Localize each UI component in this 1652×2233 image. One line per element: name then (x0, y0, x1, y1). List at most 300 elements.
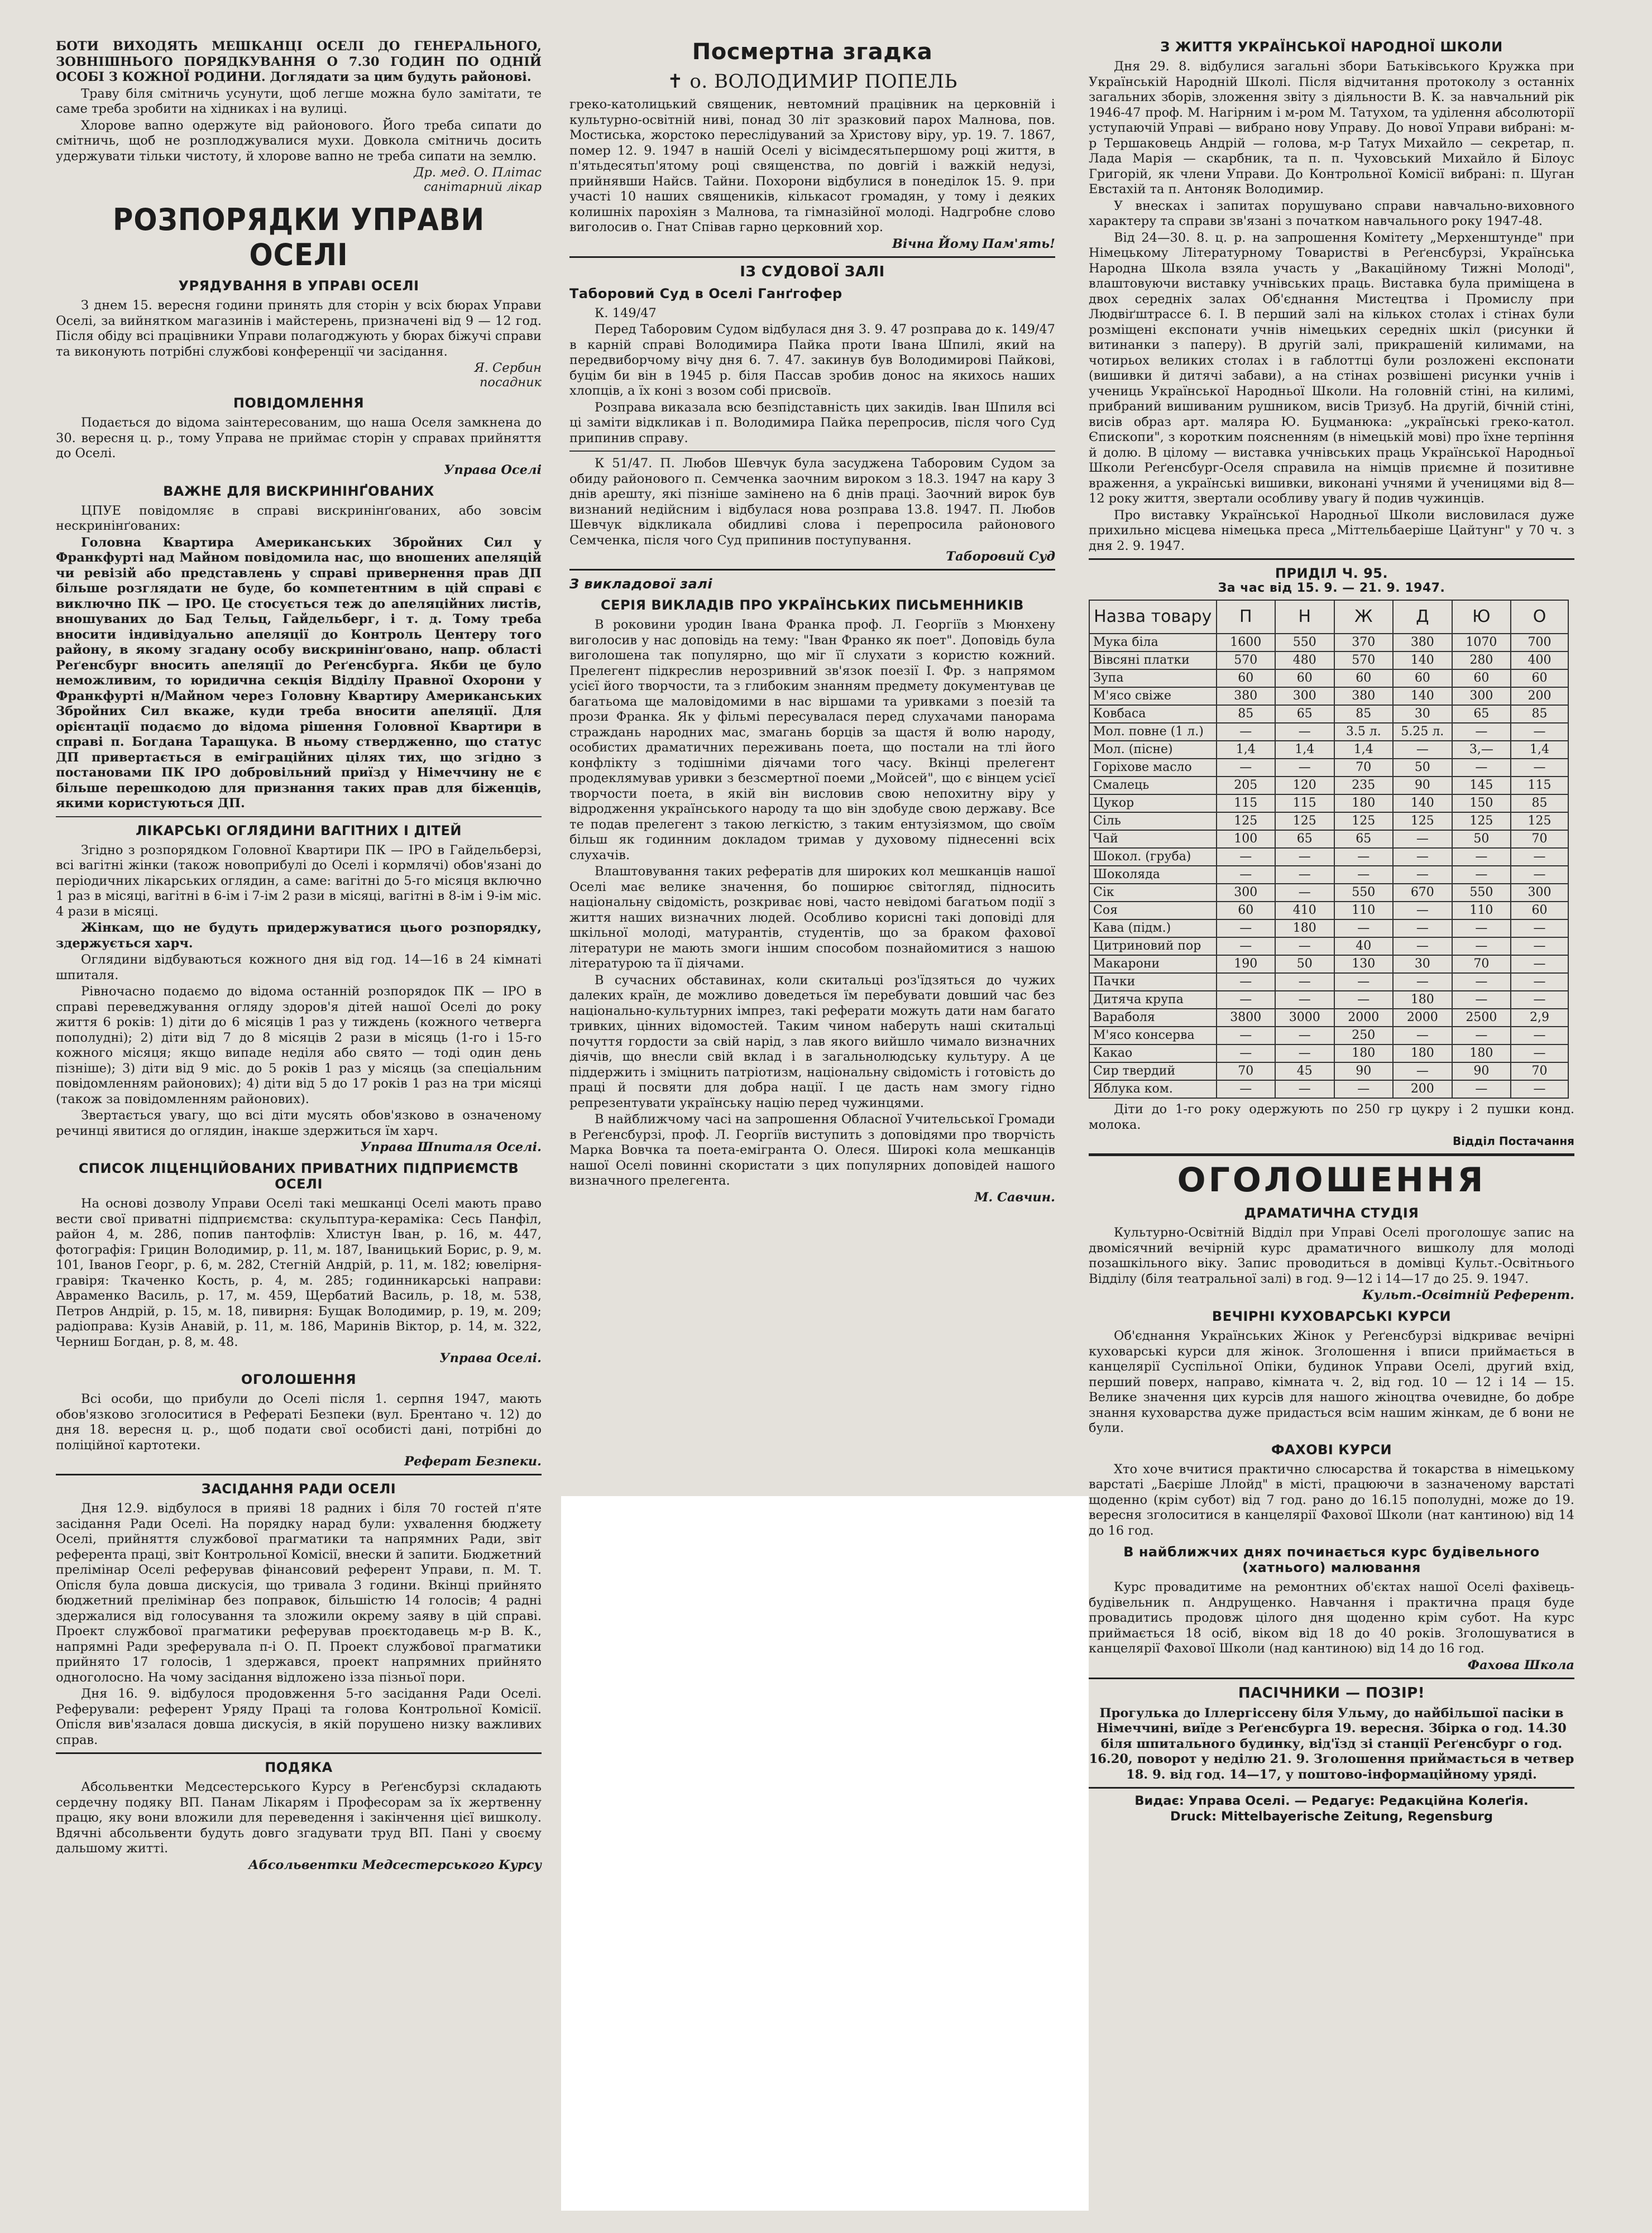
quantity-cell: 50 (1275, 955, 1334, 973)
quantity-cell: 5.25 л. (1393, 723, 1452, 741)
ration-row (1089, 866, 1568, 884)
quantity-cell: 65 (1334, 830, 1394, 848)
article-body: греко-католицький священик, невтомний працівник на церковній і культурно-освітній ниві, понад 30 літ зразковий парох Малнова, пов. Мостиська, жорстоко переслідуваний за Христову віру, ур. 19. 7. 1867, помер 12. 9. 1947 в нашій Оселі у вісімдесятьпершому році життя, в п'ятьдесятьп'ятому році священства, по довгій і важкій недузі, прийнявши Найсв. Тайни. Похорони відбулися в понеділок 15. 9. при участі 10 наших священиків, кількасот громадян, у тому і деяких колишніх парохіян з Малнова, та гімназійної молоді. Надгробне слово виголосив о. Гнат Співав гарно церковний хор. (569, 97, 1055, 234)
article-heading: СПИСОК ЛІЦЕНЦІЙОВАНИХ ПРИВАТНИХ ПІДПРИЄМСТВ ОСЕЛІ (78, 1161, 519, 1192)
quantity-cell: 180 (1393, 1044, 1452, 1062)
quantity-cell: — (1217, 723, 1276, 741)
column-header: П (1217, 600, 1276, 634)
quantity-cell: — (1334, 991, 1394, 1009)
article-heading: ВЕЧІРНІ КУХОВАРСЬКІ КУРСИ (1212, 1309, 1452, 1324)
article-body: Звертається увагу, що всі діти мусять обов'язково в означеному речинці явитися до оглядин, інакше здержиться їм харч. (56, 1108, 542, 1138)
quantity-cell: 60 (1334, 669, 1394, 687)
quantity-cell: — (1275, 973, 1334, 991)
article-body: Дня 12.9. відбулося в приявi 18 радних і біля 70 гостей п'яте засідання Ради Оселі. На порядку нарад були: ухвалення бюджету Оселі, прийняття службової прагматики та напрямних Ради, звіт референта праці, звіт Контрольної Комісії, внески й запити. Бюджетний прелімінар Оселі реферував фінансовий референт Управи, п. М. Т. Опісля була довша дискусія, що тривала 3 години. Вкінці прийнято бюджетний прелімінар без поправок, більшістю 14 голосів; 4 радні здержалися від голосування та зложили окрему заяву в цій справі. Проект службової прагматики реферував проєктодавець м-р В. К., напрямні Ради зреферувала п-і О. П. Проект службової прагматики прийнято 17 голосів, 1 здержався, проект напрямних прийнято одноголосно. На чому засідання відложено ізза пізньої пори. (56, 1501, 542, 1685)
ration-row (1089, 812, 1568, 830)
quantity-cell: 70 (1511, 830, 1568, 848)
quantity-cell: — (1393, 973, 1452, 991)
ration-row (1089, 955, 1568, 973)
quantity-cell: 65 (1275, 830, 1334, 848)
quantity-cell: — (1275, 848, 1334, 866)
column-header: Н (1275, 600, 1334, 634)
quantity-cell: 570 (1334, 651, 1394, 669)
quantity-cell: 190 (1217, 955, 1276, 973)
signature: Таборовий Суд (946, 549, 1055, 564)
quantity-cell: 400 (1511, 651, 1568, 669)
article-heading: В найближчих днях починається курс будівельного (хатнього) малювання (1123, 1544, 1540, 1575)
quantity-cell: 3800 (1217, 1009, 1276, 1027)
article-heading: СЕРІЯ ВИКЛАДІВ ПРО УКРАЇНСЬКИХ ПИСЬМЕННИКІВ (601, 597, 1024, 613)
quantity-cell: 250 (1334, 1027, 1394, 1044)
column-middle (569, 39, 1055, 1207)
quantity-cell: 115 (1511, 777, 1568, 794)
ration-table (1089, 600, 1569, 1099)
quantity-cell: 300 (1275, 687, 1334, 705)
item-name-cell: Цитриновий пор (1089, 937, 1217, 955)
quantity-cell: 85 (1217, 705, 1276, 723)
article-body: Прогулька до Іллергіссену біля Ульму, до найбільшої пасіки в Німеччині, виїде з Реґенсбурга 19. вересня. Збірка о год. 14.30 біля шпитального будинку, від'їзд зі станції Реґенсбург о год. 16.20, поворот у неділю 21. 9. Зголошення приймається в четвер 18. 9. від год. 14—17, у поштово-інформаційному уряді. (1089, 1705, 1574, 1782)
quantity-cell: 280 (1452, 651, 1511, 669)
quantity-cell: — (1275, 866, 1334, 884)
quantity-cell: — (1393, 866, 1452, 884)
quantity-cell: — (1511, 1027, 1568, 1044)
quantity-cell: 130 (1334, 955, 1394, 973)
article-heading: ВАЖНЕ ДЛЯ ВИСКРИНІНҐОВАНИХ (163, 483, 434, 499)
quantity-cell: — (1511, 848, 1568, 866)
item-name-cell: Макарони (1089, 955, 1217, 973)
quantity-cell: 120 (1275, 777, 1334, 794)
quantity-cell: 30 (1393, 955, 1452, 973)
article-subheading: Таборовий Суд в Оселі Ганґгофер (569, 285, 842, 301)
article-body: З днем 15. вересня години принять для сторін у всіх бюрах Управи Оселі, за вийнятком магазинів і майстерень, призначені від 9 — 12 год. Після обіду всі працівники Управи полагоджують у бюрах біжучі справи та виконують потрібні службові конференції чи засідання. (56, 298, 542, 359)
quantity-cell: — (1511, 723, 1568, 741)
quantity-cell: 125 (1217, 812, 1276, 830)
quantity-cell: 370 (1334, 634, 1394, 651)
quantity-cell: 550 (1452, 884, 1511, 902)
quantity-cell: 90 (1393, 777, 1452, 794)
quantity-cell: — (1334, 973, 1394, 991)
item-name-cell: Шоколяда (1089, 866, 1217, 884)
quantity-cell: — (1275, 1027, 1334, 1044)
ration-row (1089, 794, 1568, 812)
article-body: Дня 29. 8. відбулися загальні збори Батьківського Кружка при Українській Народній Школі. Після відчитання протоколу з останніх загальних зборів, зложення звіту з діяльности В. К. за навчальний рік 1946-47 проф. М. Нагірним і м-ром М. Татухом, та уділення абсолюторії уступаючій Управі — вибрано нову Управу. До нової Управи вибрані: м-р Тершаковець Андрій — голова, м-р Татух Михайло — секретар, п. Лада Марія — скарбник, та п. п. Чуховський Михайло й Білоус Григорій, як члени Управи. До Контрольної Комісії вибрані: п. Шуган Евстахій та п. Антоняк Володимир. (1089, 59, 1574, 197)
section-title: РОЗПОРЯДКИ УПРАВИ ОСЕЛІ (113, 202, 485, 272)
quantity-cell: 1,4 (1275, 741, 1334, 759)
ration-row (1089, 634, 1568, 651)
item-name-cell: Смалець (1089, 777, 1217, 794)
item-name-cell: Горіхове масло (1089, 759, 1217, 777)
quantity-cell: — (1275, 723, 1334, 741)
quantity-cell: 300 (1452, 687, 1511, 705)
column-left (56, 39, 542, 1875)
quantity-cell: 90 (1452, 1062, 1511, 1080)
column-right (1089, 39, 1574, 1824)
article-body: Культурно-Освітній Відділ при Управі Оселі проголошує запис на двомісячний вечірній курс драматичного вишколу для молоді позашкільного віку. Запис проводиться в домівці Культ.-Освітнього Відділу (біля театральної залі) в год. 9—12 і 14—17 до 25. 9. 1947. (1089, 1225, 1574, 1286)
ration-row (1089, 919, 1568, 937)
item-name-cell: Вараболя (1089, 1009, 1217, 1027)
quantity-cell: — (1275, 884, 1334, 902)
quantity-cell: 70 (1334, 759, 1394, 777)
item-name-cell: Зупа (1089, 669, 1217, 687)
quantity-cell: 200 (1393, 1080, 1452, 1098)
article-body: Жінкам, що не будуть придержуватися цього розпорядку, здержується харч. (56, 921, 542, 951)
quantity-cell: 3.5 л. (1334, 723, 1394, 741)
ration-row (1089, 1027, 1568, 1044)
quantity-cell: — (1511, 991, 1568, 1009)
quantity-cell: 40 (1334, 937, 1394, 955)
quantity-cell: 115 (1217, 794, 1276, 812)
article-body: Дня 16. 9. відбулося продовження 5-го засідання Ради Оселі. Реферували: референт Уряду Праці та голова Контрольної Комісії. Опісля вив'язалася довша дискусія, в якій порушено низку важливих справ. (56, 1686, 542, 1747)
quantity-cell: 85 (1334, 705, 1394, 723)
quantity-cell: 60 (1217, 902, 1276, 919)
quantity-cell: 180 (1334, 1044, 1394, 1062)
quantity-cell: — (1511, 759, 1568, 777)
article-body: Абсольвентки Медсестерського Курсу в Реґенсбурзі складають сердечну подяку ВП. Панам Лікарям і Професорам за їх жертвенну працю, яку вони вложили для переведення і закінчення цієї вишколу. Вдячні абсольвенти будуть довго згадувати труд ВП. Пані у своєму дальшому житті. (56, 1780, 542, 1856)
quantity-cell: 100 (1217, 830, 1276, 848)
quantity-cell: 125 (1275, 812, 1334, 830)
ration-row (1089, 902, 1568, 919)
quantity-cell: — (1511, 973, 1568, 991)
imprint-printer: Druck: Mittelbayerische Zeitung, Regensburg (1170, 1809, 1493, 1824)
column-header: Ю (1452, 600, 1511, 634)
quantity-cell: 2000 (1393, 1009, 1452, 1027)
rubric-heading: З викладової залі (569, 576, 713, 592)
intro-paragraph: БОТИ ВИХОДЯТЬ МЕШКАНЦІ ОСЕЛІ ДО ГЕНЕРАЛЬНОГО, ЗОВНІШНЬОГО ПОРЯДКУВАННЯ О 7.30 ГОДИН ПО ОДНІЙ ОСОБІ З КОЖНОЇ РОДИНИ. Доглядати за цим будуть районові. (56, 39, 542, 84)
article-body: Оглядини вiдбуваються кожного дня від год. 14—16 в 24 кімнаті шпиталя. (56, 952, 542, 983)
signature: М. Савчин. (974, 1190, 1055, 1205)
quantity-cell: — (1275, 937, 1334, 955)
quantity-cell: — (1275, 1080, 1334, 1098)
ration-period: За час від 15. 9. — 21. 9. 1947. (1218, 581, 1445, 595)
ration-row (1089, 1080, 1568, 1098)
article-body: Курс провадитиме на ремонтних об'єктах нашої Оселі фахівець-будівельник п. Андрущенко. Навчання і практична праця буде провадитись продовж цілого дня щоденно крім субот. На курс приймається 18 осіб, віком від 18 до 40 років. Зголошуватися в канцелярії Фахової Школи (над кантиною) від 14 до 16 год. (1089, 1580, 1574, 1656)
quantity-cell: — (1393, 902, 1452, 919)
quantity-cell: 45 (1275, 1062, 1334, 1080)
article-body: В найближчому часі на запрошення Обласної Учительської Громади в Реґенсбурзі, проф. Л. Георгіїв виступить з доповідями про творчість Марка Вовчка та поета-емігранта О. Олеся. Широкі кола мешканців нашої Оселі повинні скористати з цих популярних доповідей нашого визначного прелегента. (569, 1112, 1055, 1188)
divider (1089, 1787, 1574, 1789)
obituary-name: ✝ о. ВОЛОДИМИР ПОПЕЛЬ (667, 70, 957, 93)
quantity-cell: — (1393, 741, 1452, 759)
quantity-cell: 70 (1217, 1062, 1276, 1080)
article-heading: ЗАСІДАННЯ РАДИ ОСЕЛІ (201, 1481, 396, 1497)
article-body: ЦПУЕ повідомляє в справі вискринінґованих, або зовсім нескринінґованих: (56, 503, 542, 533)
article-heading: ПАСІЧНИКИ — ПОЗІР! (1238, 1684, 1425, 1702)
quantity-cell: — (1511, 937, 1568, 955)
ration-row (1089, 884, 1568, 902)
article-body: В сучасних обставинах, коли скитальці роз'їдзяться до чужих далеких країн, де можливо доведеться їм перебувати довший час без національно-культурних імпрез, такі реферати можуть дати нам багато тривких, цінних відомостей. Таким чином наберуть наші скитальці почуття гордости за свій нарід, з лав якого вийшло чимало визначних діячів, що внесли свій вклад і в загальнолюдську культуру. А це піддержить і зміцнить патріотизм, національну свідомість і готовість до праці й посвяти для добра нації. І це дасть нам змогу гідно репрезентувати українську націю перед чужинцями. (569, 972, 1055, 1110)
quantity-cell: — (1275, 991, 1334, 1009)
quantity-cell: 550 (1275, 634, 1334, 651)
quantity-cell: 115 (1275, 794, 1334, 812)
item-name-cell: Ковбаса (1089, 705, 1217, 723)
quantity-cell: 85 (1511, 705, 1568, 723)
signature: Відділ Постачання (1453, 1134, 1574, 1148)
quantity-cell: — (1217, 1044, 1276, 1062)
ration-row (1089, 741, 1568, 759)
quantity-cell: — (1334, 866, 1394, 884)
quantity-cell: — (1217, 1080, 1276, 1098)
signature: Абсольвентки Медсестерського Курсу (248, 1857, 542, 1872)
article-body: Об'єднання Українських Жінок у Реґенсбурзі відкриває вечірні куховарські курси для жінок. Зголошення і вписи приймається в канцелярії Суспільної Опіки, будинок Управи Оселі, другий вхід, перший поверх, направо, кімната ч. 2, від год. 10 — 12 і 14 — 15. Велике значення цих курсів для нашого жіноцтва очевидне, бо добре знання куховарства дуже придасться всім нашим жінкам, де б вони не були. (1089, 1329, 1574, 1435)
quantity-cell: — (1393, 1027, 1452, 1044)
divider (569, 569, 1055, 571)
quantity-cell: 60 (1511, 902, 1568, 919)
divider (56, 1474, 542, 1475)
quantity-cell: 30 (1393, 705, 1452, 723)
quantity-cell: — (1511, 955, 1568, 973)
quantity-cell: — (1217, 866, 1276, 884)
item-name-cell: Соя (1089, 902, 1217, 919)
article-body: У внесках і запитах порушувано справи навчально-виховного характеру та справи зв'язані з початком навчального року 1947-48. (1089, 198, 1574, 228)
quantity-cell: 140 (1393, 687, 1452, 705)
quantity-cell: 1,4 (1217, 741, 1276, 759)
item-name-cell: Пачки (1089, 973, 1217, 991)
quantity-cell: 2000 (1334, 1009, 1394, 1027)
ration-row (1089, 937, 1568, 955)
imprint-publisher: Видає: Управа Оселі. — Редагує: Редакційна Колеґія. (1134, 1794, 1529, 1808)
ration-table-header (1089, 600, 1568, 634)
quantity-cell: — (1217, 973, 1276, 991)
ration-row (1089, 777, 1568, 794)
quantity-cell: — (1452, 848, 1511, 866)
quantity-cell: — (1334, 919, 1394, 937)
quantity-cell: 70 (1452, 955, 1511, 973)
quantity-cell: 670 (1393, 884, 1452, 902)
signature: Др. мед. О. Плітас санітарний лікар (414, 165, 542, 194)
article-heading: ПОДЯКА (265, 1760, 333, 1775)
item-name-cell: Цукор (1089, 794, 1217, 812)
article-body: Влаштовування таких рефератів для широких кол мешканців нашої Оселі має велике значення, бо поширює світогляд, підносить національну свідомість, розкриває нові, часто невідомі багатьом події з життя наших визначних людей. Особливо корисні такі доповіді для шкільної молоді, матурантів, студентів, що за браком фахової літератури не мають змоги іншим способом познайомитися з нашою літературою та її діячами. (569, 864, 1055, 971)
quantity-cell: 90 (1334, 1062, 1394, 1080)
article-heading: ЛІКАРСЬКІ ОГЛЯДИНИ ВАГІТНИХ І ДІТЕЙ (136, 822, 462, 838)
quantity-cell: 200 (1511, 687, 1568, 705)
divider (569, 451, 1055, 452)
signature: Вічна Йому Пам'ять! (892, 236, 1055, 251)
quantity-cell: 3000 (1275, 1009, 1334, 1027)
quantity-cell: 125 (1393, 812, 1452, 830)
column-header: Назва товару (1089, 600, 1217, 634)
quantity-cell: — (1217, 919, 1276, 937)
quantity-cell: 700 (1511, 634, 1568, 651)
item-name-cell: Дитяча крупа (1089, 991, 1217, 1009)
quantity-cell: 65 (1452, 705, 1511, 723)
article-body: Перед Таборовим Судом відбулася дня 3. 9. 47 розправа до к. 149/47 в карній справі Володимира Пайка проти Івана Шпилі, який на передвиборчому вічу дня 6. 7. 47. закинув був Володимирові Пайкові, буцім би він в 1945 р. біля Пассав зробив донос на якихось наших хлопців, а їх коні з возом собі присвоїв. (569, 322, 1055, 398)
item-name-cell: М'ясо свіже (1089, 687, 1217, 705)
quantity-cell: 480 (1275, 651, 1334, 669)
quantity-cell: — (1393, 830, 1452, 848)
quantity-cell: 60 (1393, 669, 1452, 687)
quantity-cell: 50 (1393, 759, 1452, 777)
quantity-cell: — (1334, 848, 1394, 866)
quantity-cell: 85 (1511, 794, 1568, 812)
ration-row (1089, 687, 1568, 705)
blank-paper-patch (561, 1496, 1089, 2211)
quantity-cell: 110 (1334, 902, 1394, 919)
quantity-cell: — (1393, 848, 1452, 866)
column-header: Ж (1334, 600, 1394, 634)
quantity-cell: 1600 (1217, 634, 1276, 651)
quantity-cell: 180 (1393, 991, 1452, 1009)
ration-heading: ПРИДІЛ Ч. 95. (1275, 566, 1388, 581)
quantity-cell: — (1275, 1044, 1334, 1062)
item-name-cell: Мол. (пісне) (1089, 741, 1217, 759)
ration-table-body (1089, 634, 1568, 1098)
quantity-cell: 60 (1217, 669, 1276, 687)
ration-row (1089, 1009, 1568, 1027)
item-name-cell: Чай (1089, 830, 1217, 848)
divider (569, 256, 1055, 258)
quantity-cell: 140 (1393, 794, 1452, 812)
ration-row (1089, 651, 1568, 669)
quantity-cell: — (1452, 919, 1511, 937)
article-body: Всі особи, що прибули до Оселі після 1. серпня 1947, мають обов'язково зголоситися в Рефераті Безпеки (вул. Брентано ч. 12) до дня 18. вересня ц. р., щоб подати свої особисті дані, потрібні до поліційної картотеки. (56, 1392, 542, 1453)
quantity-cell: — (1217, 759, 1276, 777)
quantity-cell: — (1452, 1080, 1511, 1098)
article-body: Хто хоче вчитися практично слюсарства й токарства в німецькому варстаті „Баєріше Ллойд" в місті, працюючи в зазначеному варстаті щоденно (крім субот) від 7 год. рано до 16.15 пополудні, може до 19. вересня зголоситися в канцелярії Фахової Школи (нат кантиною) від 14 до 16 год. (1089, 1461, 1574, 1538)
ration-row (1089, 723, 1568, 741)
item-name-cell: Мол. повне (1 л.) (1089, 723, 1217, 741)
divider (1089, 1153, 1574, 1156)
article-body: Діти до 1-го року одержують по 250 гр цукру і 2 пушки конд. молока. (1089, 1102, 1574, 1132)
article-body: К 51/47. П. Любов Шевчук була засуджена Таборовим Судом за обиду районового п. Семченка заочним вироком з 18.3. 1947 на кару 3 днів арешту, які пізніше замінено на 6 днів праці. Заочний вирок був визнаний недійсним і відбулася нова розправа 13.8. 1947. П. Любов Шевчук відкликала обидливі слова і перепросила районового Семченка, після чого Суд припинив поступування. (569, 456, 1055, 548)
signature: Управа Оселі (444, 462, 542, 477)
quantity-cell: — (1393, 919, 1452, 937)
intro-paragraph: Хлорове вапно одержуте від районового. Його треба сипати до смітничь, щоб не розплоджувалися мухи. Довкола смітничь досить удержувати тільки чистоту, й хлорове вапно не треба сипати на землю. (56, 118, 542, 164)
quantity-cell: 145 (1452, 777, 1511, 794)
ration-row (1089, 848, 1568, 866)
quantity-cell: 180 (1275, 919, 1334, 937)
article-heading: УРЯДУВАННЯ В УПРАВІ ОСЕЛІ (178, 278, 419, 294)
quantity-cell: 1,4 (1334, 741, 1394, 759)
section-title: ОГОЛОШЕННЯ (1177, 1161, 1486, 1200)
quantity-cell: — (1452, 1027, 1511, 1044)
item-name-cell: Вівсяні платки (1089, 651, 1217, 669)
article-body: Від 24—30. 8. ц. р. на запрошення Комітету „Мерхенштунде" при Німецькому Літературному Товаристві в Реґенсбурзі, Українська Народна Школа взяла участь у „Вакаційному Тижні Молоді", влаштовуючи виставку учнівських праць. Виставка була приміщена в двох середніх залах Об'єднання Мистецтва і Промислу при Людвіґштрассе 6. І. В перший залі на кількох столах і стінах були розміщені експонати учнів німецьких середніх шкіл (рисунки й витинанки з паперу). В другій залі, прикрашеній килимами, на чотирьох великих столах і в габлоттці були розложені експонати (вишивки й дитячі забави), а на стінах розвішені рисунки учнів і учениць Української Народньої Школи. На головній стіні, на килимі, прибраний вишиваним рушником, висів Тризуб. На другій, бічній стіні, висів образ арт. маляра Ю. Буцманюка: „українські греко-катол. Єпископи", з коротким поясненням (в німецькій мові) про їхне терпіння й долю. В цілому — виставка учнівських праць Української Народньої Школи Реґенсбург-Оселя справила на німців приємне й позитивне враження, а українські вишивки, виконані учнями й ученицями від 8—12 року життя, звертали особливу увагу й подив чужинців. (1089, 230, 1574, 506)
quantity-cell: 380 (1217, 687, 1276, 705)
article-heading: ОГОЛОШЕННЯ (241, 1372, 357, 1387)
quantity-cell: 125 (1452, 812, 1511, 830)
quantity-cell: 60 (1452, 669, 1511, 687)
quantity-cell: — (1217, 991, 1276, 1009)
signature: Фахова Школа (1467, 1657, 1574, 1673)
item-name-cell: Кава (підм.) (1089, 919, 1217, 937)
ration-row (1089, 705, 1568, 723)
article-body: Подається до відома заінтересованим, що наша Оселя замкнена до 30. вересня ц. р., тому Управа не приймає сторін у справах прийняття до Оселі. (56, 415, 542, 461)
article-body: В роковини уродин Івана Франка проф. Л. Георгіїв з Мюнхену виголосив у нас доповідь на тему: "Іван Франко як поет". Доповідь була виголошена так популярно, що міг її слухати з користю кожний. Прелегент підкреслив нерозривний зв'язок поезії І. Фр. з напрямом усієї його творчости, та з глибоким знанням предмету документував це багатьома ще маловідомими в нас віршами та уривками з поезій та прози Франка. Як у фільмі пересувалася перед слухачами панорама страждань народних мас, змагань борців за щастя й волю народу, особистих драматичних переживань поета, що постали на тлі його конфлікту з тодішніми діячами того часу. Вкінці прелегент продеклямував уривки з безсмертної поеми „Мойсей", що є вінцем усієї творчости поета, в якій він висловив свою непохитну віру у відродження українського народу та що він здобуде свою державу. Все те подав прелегент з такою легкістю, з таким ентузіязмом, що своїм більш як годинним докладом тримав у духовому піднесенні всіх слухачів. (569, 617, 1055, 862)
signature: Управа Шпиталя Оселі. (360, 1140, 542, 1154)
quantity-cell: 150 (1452, 794, 1511, 812)
article-body: На основі дозволу Управи Оселі такі мешканці Оселі мають право вести свої приватні підприємства: скульптура-кераміка: Сесь Панфіл, район 4, м. 286, попив пантофлів: Хлистун Іван, р. 16, м. 447, фотографія: Грицин Володимир, р. 11, м. 187, Іваницький Борис, р. 9, м. 101, Іванов Георг, р. 6, м. 282, Стегній Андрій, р. 11, м. 182; ювелірня-гравіря: Ткаченко Кость, р. 4, м. 285; годинникарські направи: Авраменко Василь, р. 17, м. 459, Щербатий Василь, р. 18, м. 538, Петров Андрій, р. 15, м. 18, пивирня: Бущак Володимир, р. 19, м. 209; радіоправа: Кузів Анавій, р. 11, м. 186, Маринів Віктор, р. 14, м. 322, Черниш Богдан, р. 8, м. 48. (56, 1196, 542, 1349)
quantity-cell: — (1217, 937, 1276, 955)
divider (56, 816, 542, 817)
quantity-cell: — (1393, 1062, 1452, 1080)
article-body: Розправа виказала всю безпідставність цих закидів. Іван Шпиля всі ці заміти відкликав і п. Володимира Пайка перепросив, після чого Суд припинив справу. (569, 400, 1055, 445)
quantity-cell: 380 (1393, 634, 1452, 651)
signature: Культ.-Освітній Референт. (1362, 1288, 1574, 1302)
item-name-cell: Сир твердий (1089, 1062, 1217, 1080)
quantity-cell: — (1511, 866, 1568, 884)
article-heading: ДРАМАТИЧНА СТУДІЯ (1244, 1205, 1419, 1221)
quantity-cell: — (1452, 973, 1511, 991)
quantity-cell: 570 (1217, 651, 1276, 669)
signature: Я. Сербин посадник (474, 361, 542, 390)
quantity-cell: — (1511, 1080, 1568, 1098)
quantity-cell: 410 (1275, 902, 1334, 919)
item-name-cell: Сіль (1089, 812, 1217, 830)
ration-row (1089, 1044, 1568, 1062)
quantity-cell: 180 (1452, 1044, 1511, 1062)
article-body: Рівночасно подаємо до відома останній розпорядок ПК — ІРО в справі переведжування огляду здоров'я дітей нашої Оселі до року життя 6 років: 1) діти до 6 місяців 1 раз у тиждень (кожного четверга пополудні); 2) діти від 7 до 8 місяців 2 рази в місяць (1-го і 15-го кожного місяця; якщо випаде неділя або свято — тоді один день пізніше); 3) діти від 9 міс. до 5 років 1 раз у місяць (за спеціальним повідомленням районових); 4) діти від 5 до 17 років 1 раз на три місяці (також за повідомленням районових). (56, 984, 542, 1106)
case-number: К. 149/47 (595, 305, 657, 320)
article-heading: ФАХОВІ КУРСИ (1271, 1441, 1392, 1458)
ration-row (1089, 830, 1568, 848)
quantity-cell: 550 (1334, 884, 1394, 902)
quantity-cell: 50 (1452, 830, 1511, 848)
quantity-cell: 380 (1334, 687, 1394, 705)
quantity-cell: 2,9 (1511, 1009, 1568, 1027)
quantity-cell: — (1217, 848, 1276, 866)
article-body: Згідно з розпорядком Головної Квартири ПК — ІРО в Гайдельберзі, всі вагітні жінки (також новоприбулі до Оселі і кормлячі) обов'язані до періодичних лікарських оглядин, а саме: вагітні до 5-го місяця включно 1 раз в місяці, вагітні в 6-ім і 7-ім 2 рази в місяці, вагітні в 8-ім і 9-ім міс. 4 рази в місяці. (56, 842, 542, 919)
column-header: О (1511, 600, 1568, 634)
article-heading: З ЖИТТЯ УКРАЇНСЬКОЇ НАРОДНОЇ ШКОЛИ (1160, 39, 1503, 55)
signature: Реферат Безпеки. (404, 1454, 542, 1469)
quantity-cell: — (1452, 937, 1511, 955)
quantity-cell: — (1217, 1027, 1276, 1044)
obituary-heading: Посмертна згадка (692, 39, 933, 65)
divider (1089, 558, 1574, 560)
quantity-cell: 205 (1217, 777, 1276, 794)
divider (1089, 1678, 1574, 1679)
quantity-cell: 60 (1275, 669, 1334, 687)
quantity-cell: 125 (1511, 812, 1568, 830)
quantity-cell: 65 (1275, 705, 1334, 723)
quantity-cell: 1,4 (1511, 741, 1568, 759)
divider (56, 1752, 542, 1754)
ration-row (1089, 759, 1568, 777)
quantity-cell: 3,— (1452, 741, 1511, 759)
item-name-cell: М'ясо консерва (1089, 1027, 1217, 1044)
quantity-cell: — (1275, 759, 1334, 777)
quantity-cell: 300 (1217, 884, 1276, 902)
article-heading: ІЗ СУДОВОЇ ЗАЛІ (740, 263, 885, 280)
ration-row (1089, 991, 1568, 1009)
article-body: Про виставку Української Народньої Школи висловилася дуже прихильно місцева німецька преса „Міттельбаеріше Цайтунг" у 70 ч. з дня 2. 9. 1947. (1089, 507, 1574, 553)
quantity-cell: 300 (1511, 884, 1568, 902)
article-body: Головна Квартира Американських Збройних Сил у Франкфурті над Майном повідомила нас, що вношених апеляцій чи ревізій або представлень у справі привернення прав ДП більше розглядати не буде, бо компетентним в цій справі є виключно ПК — ІРО. Це стосується теж до апеляційних листів, вношуваних до Бад Тельц, Гайдельберг, і т. д. Тому треба вносити індивідуально апеляції до Контроль Центеру того району, в якому згадану особу вискринінґовано, напр. області Реґенсбург вносить апеляції до Реґенсбурга. Якби це було неможливим, то юридична секція Відділу Правної Охорони у Франкфурті н/Майном через Головну Квартиру Американських Збройних Сил вкаже, куди треба вносити апеляції. Для орієнтації подаємо до відома рішення Головної Квартири в справі п. Богдана Таращука. В ньому ствердженно, що статус ДП привертається в еміграційних цілях тих, що згідно з постановами ПК ІРО добровільний приїзд у Німеччину не є більше перешкодою для признання таких прав для біженців, якими користуються ДП. (56, 535, 542, 811)
column-header: Д (1393, 600, 1452, 634)
ration-row (1089, 973, 1568, 991)
quantity-cell: — (1452, 759, 1511, 777)
item-name-cell: Какао (1089, 1044, 1217, 1062)
quantity-cell: 125 (1334, 812, 1394, 830)
quantity-cell: 180 (1334, 794, 1394, 812)
article-heading: ПОВІДОМЛЕННЯ (233, 395, 365, 411)
quantity-cell: 110 (1452, 902, 1511, 919)
signature: Управа Оселі. (439, 1351, 542, 1365)
item-name-cell: Шокол. (груба) (1089, 848, 1217, 866)
item-name-cell: Мука біла (1089, 634, 1217, 651)
quantity-cell: — (1452, 723, 1511, 741)
quantity-cell: 2500 (1452, 1009, 1511, 1027)
quantity-cell: 140 (1393, 651, 1452, 669)
quantity-cell: — (1334, 1080, 1394, 1098)
quantity-cell: 235 (1334, 777, 1394, 794)
ration-row (1089, 669, 1568, 687)
quantity-cell: 70 (1511, 1062, 1568, 1080)
quantity-cell: — (1452, 991, 1511, 1009)
quantity-cell: — (1452, 866, 1511, 884)
quantity-cell: — (1511, 1044, 1568, 1062)
quantity-cell: 1070 (1452, 634, 1511, 651)
